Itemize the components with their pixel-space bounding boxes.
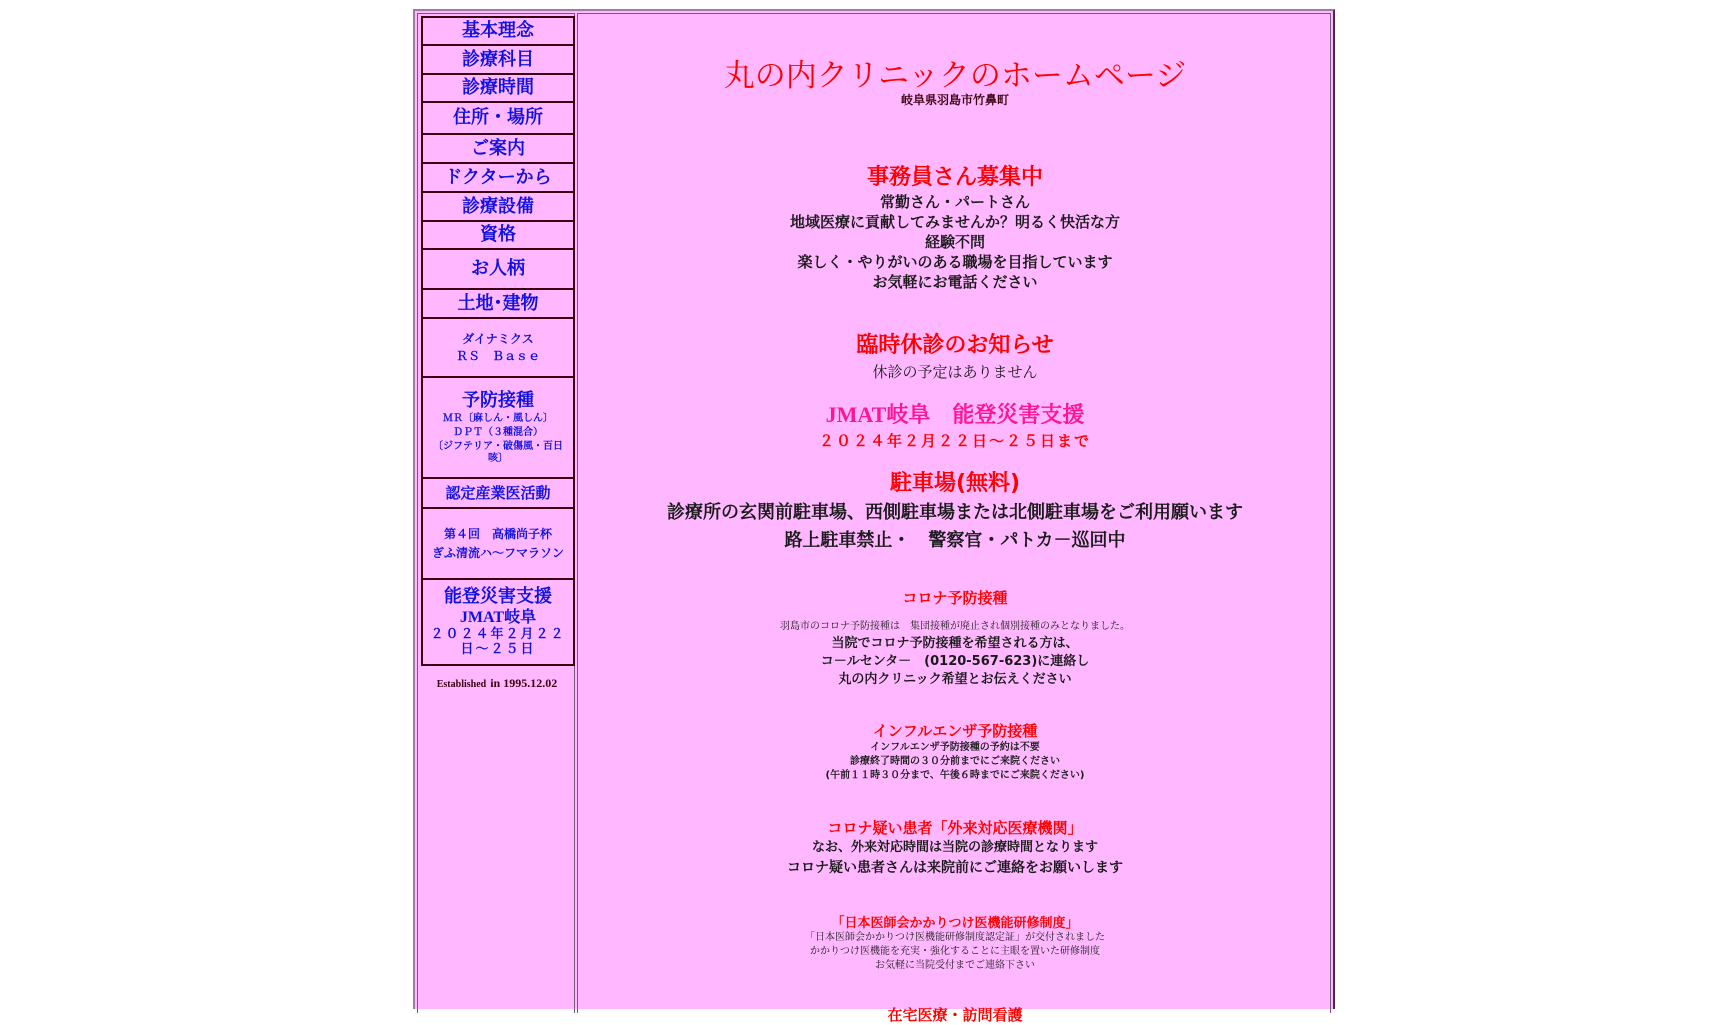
nav-sub-jmat: JMAT岐阜 bbox=[459, 608, 537, 626]
nav-label: 土地･建物 bbox=[457, 292, 539, 314]
nav-label: 住所・場所 bbox=[453, 107, 543, 129]
recruit-section bbox=[578, 160, 1332, 292]
nav-label: 資格 bbox=[480, 224, 516, 246]
closure-text: 休診の予定はありません bbox=[872, 363, 1038, 381]
nav-item-from-doctor[interactable] bbox=[423, 164, 573, 193]
page-title-block bbox=[578, 50, 1332, 95]
nav-item-hours[interactable] bbox=[423, 75, 573, 103]
nav-sub-dpt-detail: 〔ジフテリア・破傷風・百日咳〕 bbox=[433, 441, 563, 465]
nav-label: ドクターから bbox=[444, 166, 552, 188]
jmat-heading: JMAT岐阜 能登災害支援 bbox=[825, 402, 1085, 427]
nav-menu bbox=[421, 16, 575, 666]
corona-suspect-section bbox=[578, 817, 1332, 878]
nav-label-sub: ぎふ清流ハ～フマラソン bbox=[431, 545, 564, 560]
nav-label: 第４回 高橋尚子杯 bbox=[443, 527, 552, 542]
nav-item-departments[interactable] bbox=[423, 46, 573, 75]
nav-item-vaccination[interactable] bbox=[423, 378, 573, 479]
recruit-line: 常勤さん・パートさん bbox=[879, 193, 1030, 211]
nav-label: 診療時間 bbox=[462, 77, 534, 99]
corona-vaccine-line: 当院でコロナ予防接種を希望される方は、 bbox=[831, 636, 1079, 651]
corona-vaccine-line: 丸の内クリニック希望とお伝えください bbox=[838, 672, 1072, 687]
jmat-section bbox=[578, 398, 1332, 451]
established-date: Established in 1995.12.02 bbox=[436, 676, 558, 690]
nav-item-equipment[interactable] bbox=[423, 193, 573, 222]
corona-vaccine-line: コ－ルセンタ－ (0120-567-623)に連絡し bbox=[820, 654, 1090, 669]
nav-label: ご案内 bbox=[471, 137, 525, 159]
kakaritsuke-line: お気軽に当院受付までご連絡下さい bbox=[875, 960, 1035, 971]
flu-heading: インフルエンザ予防接種 bbox=[872, 722, 1038, 740]
corona-vaccine-heading: コロナ予防接種 bbox=[902, 589, 1008, 607]
recruit-line: 楽しく・やりがいのある職場を目指しています bbox=[797, 253, 1113, 271]
nav-item-land-building[interactable] bbox=[423, 290, 573, 319]
parking-line: 診療所の玄関前駐車場、西側駐車場または北側駐車場をご利用願います bbox=[667, 502, 1243, 523]
homecare-heading: 在宅医療・訪問看護 bbox=[887, 1006, 1023, 1024]
nav-label-sub: ＲＳ Ｂａｓｅ bbox=[455, 349, 540, 363]
page-title: 丸の内クリニックのホームページ bbox=[723, 58, 1187, 94]
flu-line: 診療終了時間の３０分前までにご来院ください bbox=[850, 756, 1060, 767]
homecare-section bbox=[578, 1004, 1332, 1025]
flu-section bbox=[578, 720, 1332, 783]
corona-vaccine-note: 羽島市のコロナ予防接種は 集団接種が廃止され個別接種のみとなりました。 bbox=[780, 621, 1130, 632]
nav-label: 認定産業医活動 bbox=[445, 484, 551, 502]
kakaritsuke-line: かかりつけ医機能を充実・強化することに主眼を置いた研修制度 bbox=[810, 946, 1100, 957]
parking-section bbox=[578, 466, 1332, 552]
nav-item-basic-philosophy[interactable] bbox=[423, 18, 573, 46]
jmat-dates: ２０２４年２月２２日～２５日まで bbox=[818, 432, 1091, 450]
nav-label: お人柄 bbox=[471, 258, 525, 280]
nav-sub-mr: ＭＲ〔麻しん・風しん〕 bbox=[443, 413, 553, 425]
nav-item-occupational-physician[interactable] bbox=[423, 479, 573, 509]
corona-vaccine-section bbox=[578, 587, 1332, 689]
parking-line: 路上駐車禁止・ 警察官・パトカ－巡回中 bbox=[784, 530, 1126, 551]
closure-heading: 臨時休診のお知らせ bbox=[856, 333, 1054, 358]
main-content bbox=[577, 13, 1331, 1024]
closure-section bbox=[578, 328, 1332, 382]
nav-label: 基本理念 bbox=[462, 20, 534, 42]
recruit-line: お気軽にお電話ください bbox=[872, 273, 1038, 291]
nav-label: 診療科目 bbox=[462, 48, 534, 70]
address-block bbox=[578, 91, 1332, 108]
nav-item-noto-disaster-support[interactable] bbox=[423, 580, 573, 664]
nav-label: 能登災害支援 bbox=[444, 586, 552, 608]
corona-suspect-line: コロナ疑い患者さんは来院前にご連絡をお願いします bbox=[787, 860, 1123, 876]
corona-suspect-line: なお、外来対応時間は当院の診療時間となります bbox=[811, 840, 1098, 855]
recruit-line: 地域医療に貢献してみませんか？明るく快活な方 bbox=[789, 213, 1120, 231]
nav-sub-dates: ２０２４年２月２２日～２５日 bbox=[430, 626, 566, 658]
nav-label: ダイナミクス bbox=[462, 331, 534, 346]
nav-sub-dpt: ＤＰＴ（３種混合） bbox=[453, 427, 543, 439]
nav-item-dynamics-rs-base[interactable] bbox=[423, 319, 573, 378]
nav-item-qualifications[interactable] bbox=[423, 222, 573, 250]
sidebar bbox=[417, 13, 575, 1013]
nav-item-address[interactable] bbox=[423, 103, 573, 135]
kakaritsuke-heading: 「日本医師会かかりつけ医機能研修制度」 bbox=[831, 916, 1079, 931]
address: 岐阜県羽島市竹鼻町 bbox=[900, 93, 1009, 107]
recruit-line: 経験不問 bbox=[924, 233, 985, 251]
page-frame bbox=[413, 9, 1335, 1024]
nav-item-personality[interactable] bbox=[423, 250, 573, 290]
kakaritsuke-section bbox=[578, 912, 1332, 973]
flu-line: インフルエンザ予防接種の予約は不要 bbox=[870, 742, 1040, 753]
flu-line: (午前１１時３０分まで、午後６時までにご来院ください) bbox=[825, 770, 1085, 781]
kakaritsuke-line: 「日本医師会かかりつけ医機能研修制度認定証」が交付されました bbox=[805, 932, 1105, 943]
nav-item-guide[interactable] bbox=[423, 135, 573, 164]
recruit-heading: 事務員さん募集中 bbox=[866, 165, 1043, 190]
nav-label: 診療設備 bbox=[462, 195, 534, 217]
corona-suspect-heading: コロナ疑い患者「外来対応医療機関」 bbox=[827, 819, 1083, 837]
parking-heading: 駐車場(無料) bbox=[889, 471, 1021, 496]
nav-item-marathon[interactable] bbox=[423, 509, 573, 580]
nav-label: 予防接種 bbox=[462, 389, 534, 411]
